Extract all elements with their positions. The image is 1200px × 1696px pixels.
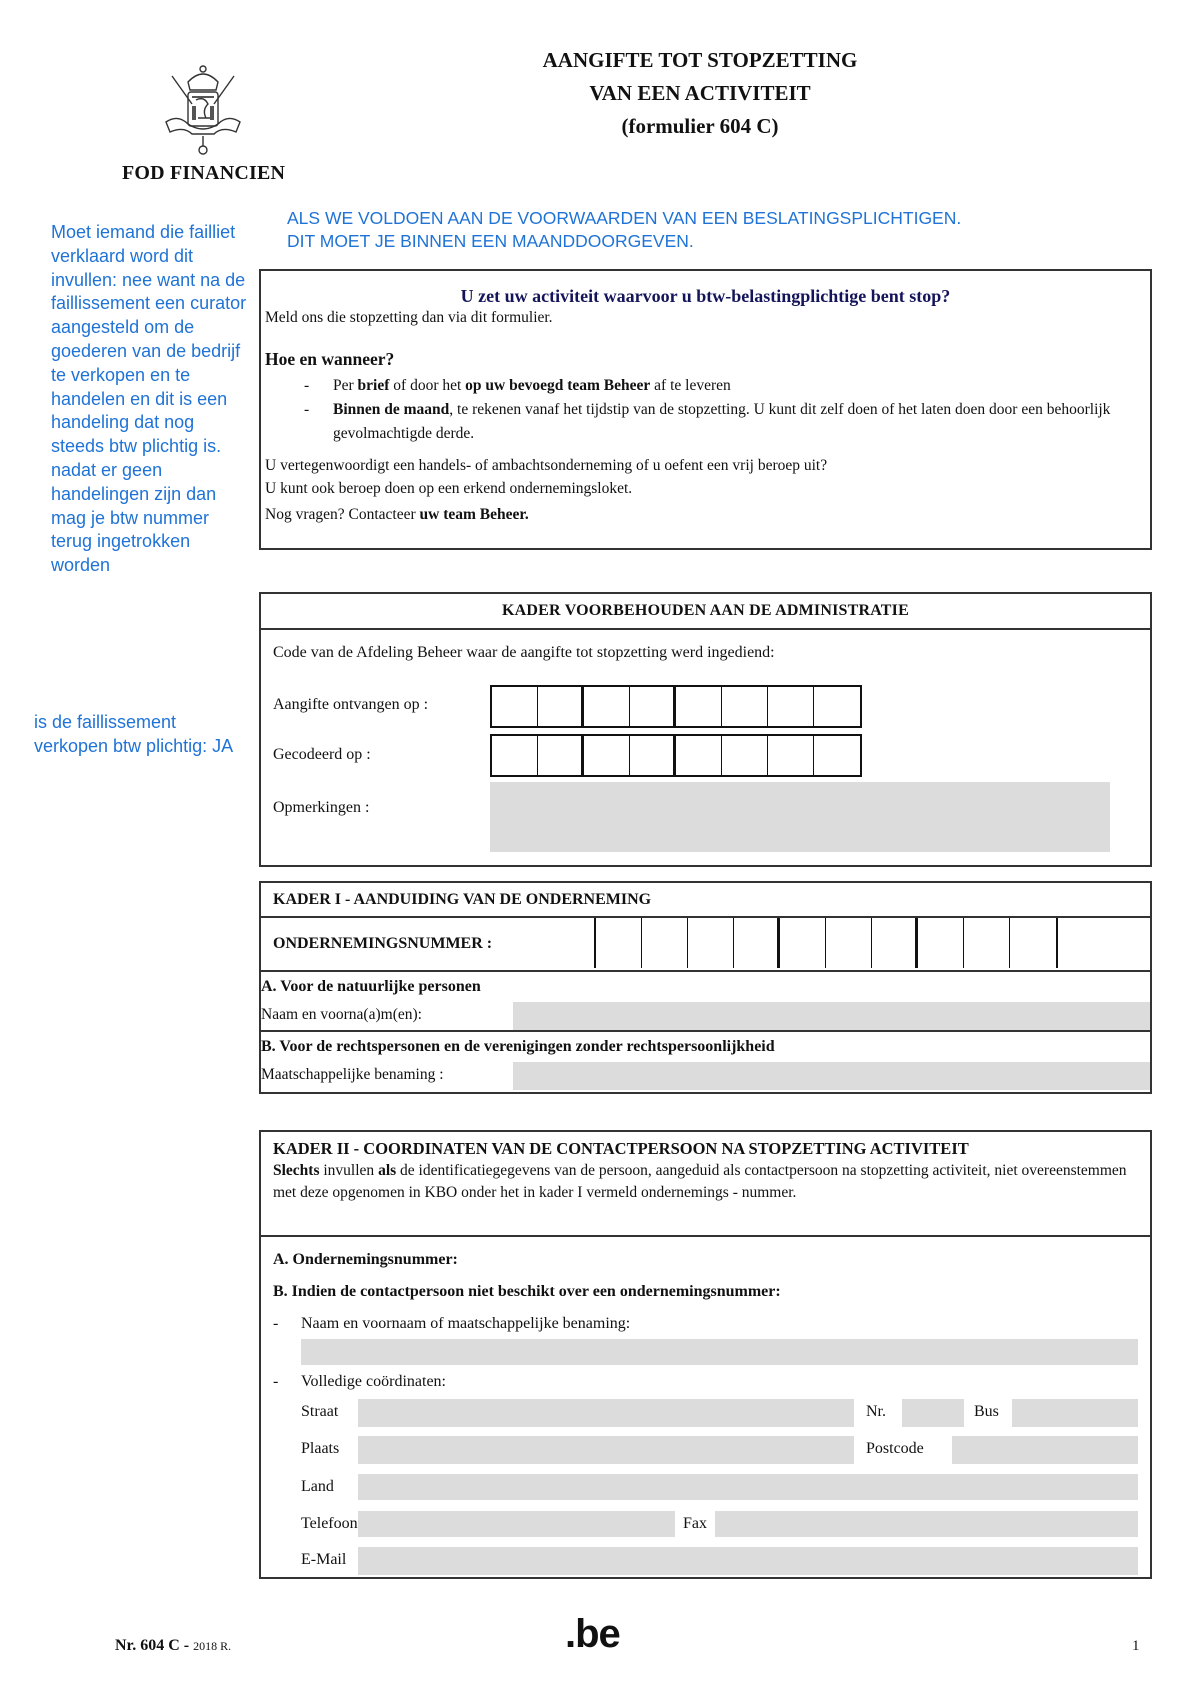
bus-field[interactable] bbox=[1012, 1399, 1138, 1427]
received-date-field[interactable] bbox=[490, 685, 862, 728]
list-item: - Binnen de maand, te rekenen vanaf het tijdstip van de stopzetting. U kunt dit zelf doen of het laten doen door een behoorlijk gevolmachtigde derde. bbox=[304, 401, 1111, 442]
kader-2-heading: KADER II - COORDINATEN VAN DE CONTACTPERSOON NA STOPZETTING ACTIVITEIT bbox=[273, 1139, 969, 1158]
country-field[interactable] bbox=[358, 1474, 1138, 1500]
coat-of-arms-icon bbox=[158, 60, 248, 160]
enterprise-number-field[interactable] bbox=[594, 918, 1058, 968]
how-when-list bbox=[265, 374, 1146, 446]
company-name-label: Maatschappelijke benaming : bbox=[261, 1066, 444, 1083]
be-logo: .be bbox=[565, 1612, 620, 1656]
postcode-field[interactable] bbox=[952, 1436, 1138, 1464]
annotation-top-line-1: ALS WE VOLDOEN AAN DE VOORWAARDEN VAN EEN BESLATINGSPLICHTIGEN. bbox=[287, 208, 962, 228]
section-b-heading: B. Voor de rechtspersonen en de verenigingen zonder rechtspersoonlijkheid bbox=[261, 1038, 775, 1055]
admin-box bbox=[259, 592, 1152, 867]
page-number: 1 bbox=[1132, 1638, 1140, 1654]
form-title bbox=[440, 44, 960, 143]
title-line-1: AANGIFTE TOT STOPZETTING bbox=[542, 48, 858, 72]
fax-label: Fax bbox=[683, 1515, 707, 1532]
info-intro: Meld ons die stopzetting dan via dit formulier. bbox=[265, 309, 553, 326]
kader-1-box bbox=[259, 881, 1152, 1094]
country-label: Land bbox=[301, 1478, 334, 1495]
enterprise-number-label: ONDERNEMINGSNUMMER : bbox=[273, 935, 493, 952]
email-label: E-Mail bbox=[301, 1551, 347, 1568]
city-label: Plaats bbox=[301, 1440, 340, 1457]
coded-date-field[interactable] bbox=[490, 734, 862, 777]
admin-heading: KADER VOORBEHOUDEN AAN DE ADMINISTRATIE bbox=[261, 594, 1150, 630]
title-line-2: VAN EEN ACTIVITEIT bbox=[589, 81, 811, 105]
section-a-heading: A. Voor de natuurlijke personen bbox=[261, 978, 481, 995]
annotation-side-1: Moet iemand die failliet verklaard word dit invullen: nee want na de faillissement een curator aangesteld om de goederen van de bedrijf te verkopen en te handelen en dit is een handeling dat nog steeds btw plichtig is. nadat er geen handelingen zijn dan mag je btw nummer terug ingetrokken worden bbox=[51, 222, 247, 576]
remarks-field[interactable] bbox=[490, 782, 1110, 852]
list-item: - Per brief of door het op uw bevoegd team Beheer af te leveren bbox=[304, 377, 731, 394]
kader-2-description: Slechts invullen als de identificatiegegevens van de persoon, aangeduid als contactpersoon na stopzetting activiteit, niet overeenstemmen met deze opgenomen in KBO onder het in kader I vermeld ondernemings - nummer. bbox=[273, 1162, 1127, 1201]
how-when-heading: Hoe en wanneer? bbox=[265, 349, 395, 369]
natural-person-name-label: Naam en voorna(a)m(en): bbox=[261, 1006, 422, 1023]
street-field[interactable] bbox=[358, 1399, 854, 1427]
info-box bbox=[259, 269, 1152, 550]
natural-person-name-field[interactable] bbox=[513, 1002, 1150, 1030]
nr-label: Nr. bbox=[866, 1403, 886, 1420]
postcode-label: Postcode bbox=[866, 1440, 924, 1457]
bus-label: Bus bbox=[974, 1403, 999, 1420]
info-question: U zet uw activiteit waarvoor u btw-belastingplichtige bent stop? bbox=[460, 286, 951, 306]
annotation-top-line-2: DIT MOET JE BINNEN EEN MAANDDOORGEVEN. bbox=[287, 231, 694, 251]
nr-field[interactable] bbox=[902, 1399, 964, 1427]
coded-label: Gecodeerd op : bbox=[273, 746, 371, 763]
contact-name-label: Naam en voornaam of maatschappelijke benaming: bbox=[301, 1315, 631, 1332]
annotation-top bbox=[287, 207, 961, 253]
company-name-row bbox=[261, 1062, 1150, 1090]
remarks-label: Opmerkingen : bbox=[273, 799, 370, 816]
email-field[interactable] bbox=[358, 1547, 1138, 1575]
organization-name: FOD FINANCIEN bbox=[122, 162, 286, 184]
contact-name-field[interactable] bbox=[301, 1339, 1138, 1365]
enterprise-number-row bbox=[261, 918, 1150, 972]
phone-label: Telefoon bbox=[301, 1515, 358, 1532]
street-label: Straat bbox=[301, 1403, 339, 1420]
dash: - bbox=[273, 1315, 279, 1332]
received-label: Aangifte ontvangen op : bbox=[273, 696, 429, 713]
section-b-label: B. Indien de contactpersoon niet beschikt over een ondernemingsnummer: bbox=[273, 1283, 781, 1300]
phone-field[interactable] bbox=[358, 1511, 675, 1537]
kader-2-header bbox=[261, 1132, 1150, 1237]
info-paragraph-2: U kunt ook beroep doen op een erkend ondernemingsloket. bbox=[265, 480, 633, 497]
form-number: Nr. 604 C - 2018 R. bbox=[115, 1637, 232, 1654]
section-a-enterprise-number-label: A. Ondernemingsnummer: bbox=[273, 1251, 458, 1268]
annotation-side-2: is de faillissement verkopen btw plichtig: JA bbox=[34, 712, 234, 756]
kader-2-box bbox=[259, 1130, 1152, 1579]
dash: - bbox=[273, 1373, 279, 1390]
company-name-field[interactable] bbox=[513, 1062, 1150, 1090]
info-paragraph-1: U vertegenwoordigt een handels- of ambachtsonderneming of u oefent een vrij beroep uit? bbox=[265, 457, 828, 474]
city-field[interactable] bbox=[358, 1436, 854, 1464]
fax-field[interactable] bbox=[715, 1511, 1138, 1537]
coordinates-label: Volledige coördinaten: bbox=[301, 1373, 446, 1390]
kader-1-heading: KADER I - AANDUIDING VAN DE ONDERNEMING bbox=[261, 883, 1150, 918]
natural-person-name-row bbox=[261, 1002, 1150, 1032]
admin-code-label: Code van de Afdeling Beheer waar de aangifte tot stopzetting werd ingediend: bbox=[273, 644, 775, 661]
info-contact: Nog vragen? Contacteer uw team Beheer. bbox=[265, 506, 529, 523]
title-line-3: (formulier 604 C) bbox=[621, 114, 779, 138]
